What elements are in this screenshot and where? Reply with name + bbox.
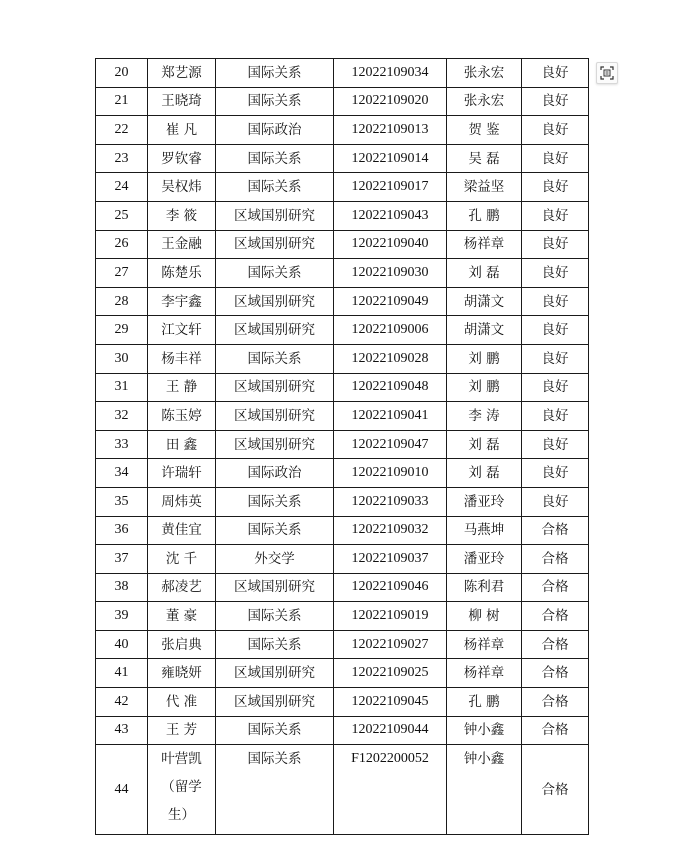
cell-supervisor: 柳 树	[447, 602, 522, 631]
cell-student-id: 12022109043	[334, 201, 447, 230]
cell-major: 区域国别研究	[216, 688, 334, 717]
cell-name: 雍晓妍	[148, 659, 216, 688]
table-row	[96, 144, 589, 173]
cell-major: 国际关系	[216, 487, 334, 516]
cell-grade: 良好	[522, 344, 589, 373]
cell-major: 国际政治	[216, 116, 334, 145]
cell-grade: 合格	[522, 659, 589, 688]
ocr-scan-button[interactable]	[596, 62, 618, 84]
cell-name: 王 静	[148, 373, 216, 402]
cell-major: 国际关系	[216, 630, 334, 659]
table-row	[96, 659, 589, 688]
cell-student-id: 12022109025	[334, 659, 447, 688]
name-line: 生）	[168, 807, 195, 824]
cell-name: 董 豪	[148, 602, 216, 631]
cell-number: 28	[96, 287, 148, 316]
cell-name	[148, 745, 216, 835]
cell-supervisor: 刘 鹏	[447, 344, 522, 373]
table-row	[96, 487, 589, 516]
table-row	[96, 173, 589, 202]
cell-number: 44	[96, 745, 148, 835]
cell-supervisor: 李 涛	[447, 402, 522, 431]
table-row	[96, 402, 589, 431]
table-row	[96, 516, 589, 545]
cell-student-id: 12022109014	[334, 144, 447, 173]
cell-name: 李宇鑫	[148, 287, 216, 316]
cell-name: 代 准	[148, 688, 216, 717]
cell-name: 黄佳宜	[148, 516, 216, 545]
cell-grade: 合格	[522, 745, 589, 835]
cell-grade: 良好	[522, 230, 589, 259]
cell-student-id: 12022109019	[334, 602, 447, 631]
cell-major: 国际关系	[216, 516, 334, 545]
cell-number: 41	[96, 659, 148, 688]
cell-supervisor: 杨祥章	[447, 659, 522, 688]
cell-major: 外交学	[216, 545, 334, 574]
cell-supervisor: 钟小鑫	[447, 745, 522, 835]
cell-major: 区域国别研究	[216, 659, 334, 688]
cell-student-id: 12022109047	[334, 430, 447, 459]
cell-grade: 合格	[522, 630, 589, 659]
cell-major: 区域国别研究	[216, 402, 334, 431]
cell-name: 王金融	[148, 230, 216, 259]
cell-number: 20	[96, 59, 148, 88]
table-row	[96, 87, 589, 116]
table-row	[96, 287, 589, 316]
cell-major: 区域国别研究	[216, 230, 334, 259]
cell-student-id: 12022109041	[334, 402, 447, 431]
cell-student-id: 12022109040	[334, 230, 447, 259]
cell-student-id: 12022109028	[334, 344, 447, 373]
cell-grade: 良好	[522, 402, 589, 431]
cell-supervisor: 潘亚玲	[447, 487, 522, 516]
cell-student-id: 12022109048	[334, 373, 447, 402]
cell-major: 区域国别研究	[216, 430, 334, 459]
table-row	[96, 430, 589, 459]
cell-number: 34	[96, 459, 148, 488]
cell-grade: 良好	[522, 287, 589, 316]
cell-name: 杨丰祥	[148, 344, 216, 373]
cell-major: 区域国别研究	[216, 287, 334, 316]
cell-student-id: 12022109006	[334, 316, 447, 345]
cell-number: 22	[96, 116, 148, 145]
cell-number: 21	[96, 87, 148, 116]
table-row	[96, 344, 589, 373]
cell-supervisor: 刘 磊	[447, 430, 522, 459]
cell-supervisor: 张永宏	[447, 87, 522, 116]
table-row	[96, 373, 589, 402]
cell-number: 38	[96, 573, 148, 602]
cell-name: 王 芳	[148, 716, 216, 745]
cell-major: 国际关系	[216, 87, 334, 116]
cell-major: 区域国别研究	[216, 201, 334, 230]
cell-grade: 合格	[522, 688, 589, 717]
cell-name: 崔 凡	[148, 116, 216, 145]
cell-major: 国际关系	[216, 173, 334, 202]
cell-major: 国际关系	[216, 59, 334, 88]
cell-number: 37	[96, 545, 148, 574]
cell-grade: 良好	[522, 487, 589, 516]
cell-student-id: F1202200052	[334, 745, 447, 835]
cell-number: 25	[96, 201, 148, 230]
cell-supervisor: 潘亚玲	[447, 545, 522, 574]
cell-grade: 良好	[522, 373, 589, 402]
cell-student-id: 12022109027	[334, 630, 447, 659]
cell-student-id: 12022109045	[334, 688, 447, 717]
cell-supervisor: 钟小鑫	[447, 716, 522, 745]
cell-major: 国际关系	[216, 259, 334, 288]
cell-number: 32	[96, 402, 148, 431]
cell-name: 郝凌艺	[148, 573, 216, 602]
cell-major: 国际关系	[216, 344, 334, 373]
cell-student-id: 12022109017	[334, 173, 447, 202]
cell-number: 40	[96, 630, 148, 659]
cell-student-id: 12022109034	[334, 59, 447, 88]
cell-student-id: 12022109013	[334, 116, 447, 145]
cell-name: 陈玉婷	[148, 402, 216, 431]
cell-major: 国际关系	[216, 602, 334, 631]
cell-name: 沈 千	[148, 545, 216, 574]
cell-grade: 合格	[522, 716, 589, 745]
cell-supervisor: 杨祥章	[447, 230, 522, 259]
table-row	[96, 316, 589, 345]
cell-number: 39	[96, 602, 148, 631]
cell-grade: 良好	[522, 459, 589, 488]
cell-number: 43	[96, 716, 148, 745]
cell-student-id: 12022109030	[334, 259, 447, 288]
name-line: （留学	[161, 779, 202, 796]
cell-name: 李 筱	[148, 201, 216, 230]
cell-supervisor: 孔 鹏	[447, 201, 522, 230]
cell-grade: 良好	[522, 201, 589, 230]
cell-grade: 良好	[522, 316, 589, 345]
cell-number: 35	[96, 487, 148, 516]
cell-name: 罗钦睿	[148, 144, 216, 173]
cell-supervisor: 刘 磊	[447, 459, 522, 488]
table-body	[96, 59, 589, 835]
cell-student-id: 12022109010	[334, 459, 447, 488]
cell-major: 区域国别研究	[216, 373, 334, 402]
cell-student-id: 12022109020	[334, 87, 447, 116]
cell-supervisor: 吴 磊	[447, 144, 522, 173]
cell-major: 区域国别研究	[216, 573, 334, 602]
cell-supervisor: 刘 鹏	[447, 373, 522, 402]
cell-grade: 良好	[522, 430, 589, 459]
cell-supervisor: 马燕坤	[447, 516, 522, 545]
cell-number: 23	[96, 144, 148, 173]
cell-supervisor: 贺 鉴	[447, 116, 522, 145]
cell-major: 区域国别研究	[216, 316, 334, 345]
student-grade-table	[95, 58, 589, 835]
cell-name: 陈楚乐	[148, 259, 216, 288]
cell-supervisor: 胡潇文	[447, 287, 522, 316]
cell-number: 26	[96, 230, 148, 259]
cell-name: 王晓琦	[148, 87, 216, 116]
cell-grade: 合格	[522, 545, 589, 574]
table-row	[96, 459, 589, 488]
cell-grade: 良好	[522, 259, 589, 288]
cell-name: 周炜英	[148, 487, 216, 516]
cell-name: 田 鑫	[148, 430, 216, 459]
cell-student-id: 12022109032	[334, 516, 447, 545]
cell-name: 张启典	[148, 630, 216, 659]
cell-grade: 良好	[522, 116, 589, 145]
cell-supervisor: 孔 鹏	[447, 688, 522, 717]
ocr-scan-icon	[600, 66, 614, 80]
cell-number: 24	[96, 173, 148, 202]
cell-number: 42	[96, 688, 148, 717]
cell-supervisor: 杨祥章	[447, 630, 522, 659]
table-row	[96, 573, 589, 602]
cell-number: 27	[96, 259, 148, 288]
cell-supervisor: 梁益坚	[447, 173, 522, 202]
table-row	[96, 688, 589, 717]
table-row	[96, 545, 589, 574]
cell-major: 国际关系	[216, 144, 334, 173]
cell-name: 许瑞轩	[148, 459, 216, 488]
cell-number: 33	[96, 430, 148, 459]
table-row	[96, 716, 589, 745]
cell-major: 国际关系	[216, 716, 334, 745]
cell-grade: 良好	[522, 144, 589, 173]
table-row	[96, 116, 589, 145]
cell-number: 31	[96, 373, 148, 402]
cell-student-id: 12022109044	[334, 716, 447, 745]
cell-student-id: 12022109049	[334, 287, 447, 316]
cell-grade: 合格	[522, 573, 589, 602]
cell-major: 国际政治	[216, 459, 334, 488]
cell-grade: 良好	[522, 87, 589, 116]
cell-grade: 合格	[522, 516, 589, 545]
name-line: 叶营凯	[161, 751, 202, 768]
table-row	[96, 59, 589, 88]
cell-name: 吴权炜	[148, 173, 216, 202]
cell-student-id: 12022109037	[334, 545, 447, 574]
table-row	[96, 259, 589, 288]
cell-supervisor: 刘 磊	[447, 259, 522, 288]
table-row	[96, 630, 589, 659]
cell-major: 国际关系	[216, 745, 334, 835]
cell-student-id: 12022109046	[334, 573, 447, 602]
cell-name: 郑艺源	[148, 59, 216, 88]
cell-supervisor: 胡潇文	[447, 316, 522, 345]
cell-name: 江文轩	[148, 316, 216, 345]
table-row	[96, 201, 589, 230]
cell-number: 36	[96, 516, 148, 545]
cell-supervisor: 张永宏	[447, 59, 522, 88]
cell-grade: 良好	[522, 173, 589, 202]
table-row	[96, 602, 589, 631]
cell-number: 30	[96, 344, 148, 373]
cell-student-id: 12022109033	[334, 487, 447, 516]
table-row	[96, 230, 589, 259]
cell-supervisor: 陈利君	[447, 573, 522, 602]
cell-number: 29	[96, 316, 148, 345]
cell-grade: 良好	[522, 59, 589, 88]
table-row	[96, 745, 589, 835]
cell-grade: 合格	[522, 602, 589, 631]
